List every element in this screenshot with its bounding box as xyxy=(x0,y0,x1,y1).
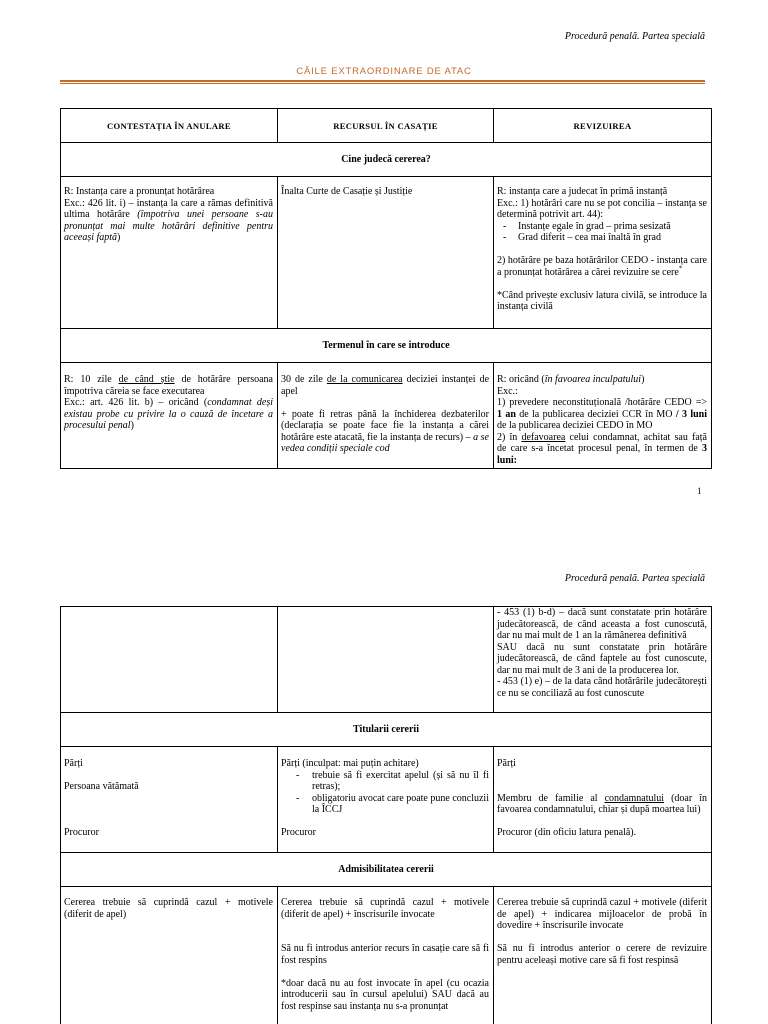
text-run: în favoarea inculpatului xyxy=(544,374,642,385)
section-heading: Admisibilitatea cererii xyxy=(338,864,434,875)
text-run: Instanțe egale în grad – prima sesizată xyxy=(518,220,671,232)
running-header: Procedură penală. Partea specială xyxy=(564,31,705,42)
table-cell xyxy=(61,607,278,712)
table-cell xyxy=(494,607,711,712)
paragraph xyxy=(281,374,489,397)
table-cell xyxy=(61,363,278,468)
document-title: CĂILE EXTRAORDINARE DE ATAC xyxy=(296,66,472,77)
paragraph xyxy=(497,827,707,839)
table-cell xyxy=(278,607,494,712)
text-run: (împotriva unei persoane s-au pronunțat mai multe hotărâri definitive pentru aceeași faptă xyxy=(64,209,273,243)
table-cell xyxy=(278,177,494,328)
text-run: Părți xyxy=(497,758,516,769)
text-run: Să nu fi introdus anterior recurs în casație care să fi fost respins xyxy=(281,943,489,966)
section-heading: Termenul în care se introduce xyxy=(322,340,450,351)
paragraph xyxy=(281,966,489,978)
paragraph xyxy=(281,816,489,828)
list-item-text xyxy=(312,770,489,793)
paragraph xyxy=(497,932,707,944)
table-cell xyxy=(494,177,711,328)
paragraph xyxy=(497,198,707,221)
paragraph xyxy=(281,397,489,409)
comparison-table xyxy=(60,108,712,469)
text-run: Procuror (din oficiu latura penală). xyxy=(497,827,637,838)
text-run: 1) prevedere neconstituțională /hotărâre CEDO => xyxy=(497,397,707,408)
running-header: Procedură penală. Partea specială xyxy=(564,573,705,584)
paragraph xyxy=(64,827,273,839)
title-rule xyxy=(60,80,705,84)
paragraph xyxy=(497,374,707,386)
text-run: Părți (inculpat: mai puțin achitare) xyxy=(281,758,419,769)
text-run: Părți xyxy=(64,758,83,769)
paragraph xyxy=(497,386,707,398)
paragraph xyxy=(497,816,707,828)
text-run: *Când privește exclusiv latura civilă, se introduce la instanța civilă xyxy=(497,289,707,312)
paragraph xyxy=(497,758,707,770)
text-run: trebuie să fi exercitat apelul (și să nu îl fi retras); xyxy=(312,769,489,792)
text-run: *doar dacă nu au fost invocate în apel (cu ocazia introducerii sau în cursul apelului) SAU dacă au fost respinse sau instanța nu s-a pronunțat xyxy=(281,977,489,1012)
column-header-revizuire: REVIZUIREA xyxy=(573,120,632,131)
text-run: / 3 luni xyxy=(675,408,708,420)
text-run: Exc.: art. 426 lit. b) – oricând ( xyxy=(64,397,208,408)
section-heading-row xyxy=(61,713,711,747)
paragraph xyxy=(497,278,707,290)
section-content-row xyxy=(61,177,711,329)
text-run: Exc.: 1) hotărâri care nu se pot concilia – instanța se determină potrivit art. 44): xyxy=(497,197,707,220)
table-cell xyxy=(278,747,494,852)
text-run: ) xyxy=(117,232,121,243)
text-run: condamnat deși existau probe cu privire la o cauză de încetare a procesului penal xyxy=(64,397,273,431)
text-run: de când știe xyxy=(118,374,175,385)
text-run: Persoana vătămată xyxy=(64,781,139,792)
paragraph xyxy=(281,827,489,839)
column-header-contestatie: CONTESTAȚIA ÎN ANULARE xyxy=(61,109,278,142)
paragraph xyxy=(497,244,707,256)
table-cell xyxy=(61,747,278,852)
paragraph xyxy=(281,897,489,920)
text-run: - 453 (1) b-d) – dacă sunt constatate prin hotărâre judecătorească, de când aceasta a fost cunoscută, dar nu mai mult de 1 an la rămânerea definitivă xyxy=(497,607,707,641)
table-cell xyxy=(278,363,494,468)
text-run: R: Instanța care a pronunțat hotărârea xyxy=(64,186,215,197)
paragraph xyxy=(64,770,273,782)
paragraph xyxy=(64,374,273,397)
text-run: a se vedea condiții speciale cod xyxy=(281,431,489,454)
text-run: 1 an xyxy=(497,408,516,420)
text-run: deciziei instanței de apel xyxy=(281,374,490,397)
paragraph xyxy=(64,397,273,432)
paragraph xyxy=(281,920,489,932)
text-run: Grad diferit – cea mai înaltă în grad xyxy=(518,232,661,243)
text-run: condamnatului xyxy=(604,792,665,804)
text-run: ) xyxy=(641,374,645,385)
paragraph xyxy=(64,758,273,770)
table-cell xyxy=(278,887,494,1024)
section-content-row xyxy=(61,747,711,853)
list-item xyxy=(281,770,489,793)
section-heading-row xyxy=(61,329,711,363)
text-run: Să nu fi introdus anterior o cerere de revizuire pentru aceleași motive care să fi fost respinsă xyxy=(497,943,707,966)
text-run: celui condamnat, achitat sau față de care s-a încetat procesul penal, în termen de xyxy=(497,431,707,454)
text-run: obligatoriu avocat care poate pune concluzii la ÎCCJ xyxy=(312,792,489,815)
table-cell xyxy=(61,887,278,1024)
list-marker: - xyxy=(503,232,507,243)
text-run: Membru de familie al xyxy=(497,792,605,804)
text-run: + poate fi retras până la închiderea dezbaterilor (declarația se poate face fie la instanța a cărei hotărâre este atacată, fie la instanța de recurs) – xyxy=(281,408,489,443)
column-headers-row xyxy=(61,109,711,143)
continuation-row xyxy=(61,607,711,713)
paragraph xyxy=(497,290,707,313)
table-cell xyxy=(61,177,278,328)
text-run: Cererea trebuie să cuprindă cazul + motivele (diferit de apel) + indicarea mijloacelor de probă în dovedire + înscrisurile invocate xyxy=(497,897,707,931)
text-run: de la comunicarea xyxy=(326,374,403,385)
text-run: de hotărâre persoana împotriva căreia se face executarea xyxy=(64,374,273,397)
list-item xyxy=(497,232,707,244)
paragraph xyxy=(497,397,707,432)
text-run: Exc.: 426 lit. i) – instanța la care a rămas definitivă ultima hotărâre xyxy=(64,197,273,220)
paragraph xyxy=(281,758,489,770)
list-item-text xyxy=(518,221,707,233)
text-run: 3 luni: xyxy=(497,443,707,466)
text-run: Procuror xyxy=(281,827,316,838)
table-cell xyxy=(494,887,711,1024)
paragraph xyxy=(64,781,273,793)
text-run: 2) în xyxy=(497,431,522,443)
section-heading: Titularii cererii xyxy=(352,724,419,735)
section-heading: Cine judecă cererea? xyxy=(341,154,431,165)
text-run: 30 de zile xyxy=(281,374,327,385)
list-item-text xyxy=(518,232,707,244)
column-header-recurs: RECURSUL ÎN CASAȚIE xyxy=(278,109,494,142)
paragraph xyxy=(497,793,707,816)
text-run: R: oricând ( xyxy=(497,374,545,385)
paragraph xyxy=(497,642,707,677)
list-item xyxy=(497,221,707,233)
paragraph xyxy=(64,186,273,198)
paragraph xyxy=(497,607,707,642)
text-run: de la publicarea deciziei CEDO în MO xyxy=(497,420,653,431)
paragraph xyxy=(281,932,489,944)
paragraph xyxy=(497,770,707,782)
paragraph xyxy=(64,793,273,805)
paragraph xyxy=(497,676,707,699)
paragraph xyxy=(497,186,707,198)
text-run: SAU dacă nu sunt constatate prin hotărâre judecătorească, de când faptele au fost cunoscute, dar nu mai mult de 3 ani de la producerea lor. xyxy=(497,641,707,676)
paragraph xyxy=(281,409,489,455)
section-heading-row xyxy=(61,853,711,887)
text-run: * xyxy=(678,264,683,273)
paragraph xyxy=(64,198,273,244)
text-run: Înalta Curte de Casație și Justiție xyxy=(281,186,413,197)
text-run: ) xyxy=(130,420,134,431)
paragraph xyxy=(497,255,707,278)
list-marker: - xyxy=(296,769,300,781)
text-run: defavoarea xyxy=(521,431,566,443)
paragraph xyxy=(64,804,273,816)
list-item xyxy=(281,793,489,816)
paragraph xyxy=(64,816,273,828)
text-run: (doar în favoarea condamnatului, chiar și după moartea lui) xyxy=(497,792,707,815)
paragraph xyxy=(497,781,707,793)
paragraph xyxy=(281,943,489,966)
list-marker: - xyxy=(296,792,300,804)
text-run: - 453 (1) e) – de la data când hotărârile judecătorești ce nu se conciliază au fost cunoscute xyxy=(497,676,707,699)
table-cell xyxy=(494,363,711,468)
text-run: de la publicarea deciziei CCR în MO xyxy=(515,408,676,420)
paragraph xyxy=(64,897,273,920)
text-run: Procuror xyxy=(64,827,99,838)
paragraph xyxy=(497,897,707,932)
paragraph xyxy=(281,978,489,1013)
text-run: Exc.: xyxy=(497,385,518,397)
section-content-row xyxy=(61,887,711,1024)
text-run: 2) hotărâre pe baza hotărârilor CEDO - instanța care a pronunțat hotărârea a cărei revizuire se cere xyxy=(497,255,707,278)
text-run: Cererea trebuie să cuprindă cazul + motivele (diferit de apel) xyxy=(64,897,273,920)
paragraph xyxy=(497,432,707,467)
comparison-table-continued xyxy=(60,606,712,1024)
text-run: R: 10 zile xyxy=(64,374,119,385)
table-cell xyxy=(494,747,711,852)
list-item-text xyxy=(312,793,489,816)
text-run: R: instanța care a judecat în primă instanță xyxy=(497,186,668,197)
paragraph xyxy=(281,186,489,198)
page-number: 1 xyxy=(697,486,702,496)
list-marker: - xyxy=(503,220,507,232)
section-content-row xyxy=(61,363,711,469)
text-run: Cererea trebuie să cuprindă cazul + motivele (diferit de apel) + înscrisurile invocate xyxy=(281,897,489,920)
section-heading-row xyxy=(61,143,711,177)
paragraph xyxy=(497,943,707,966)
